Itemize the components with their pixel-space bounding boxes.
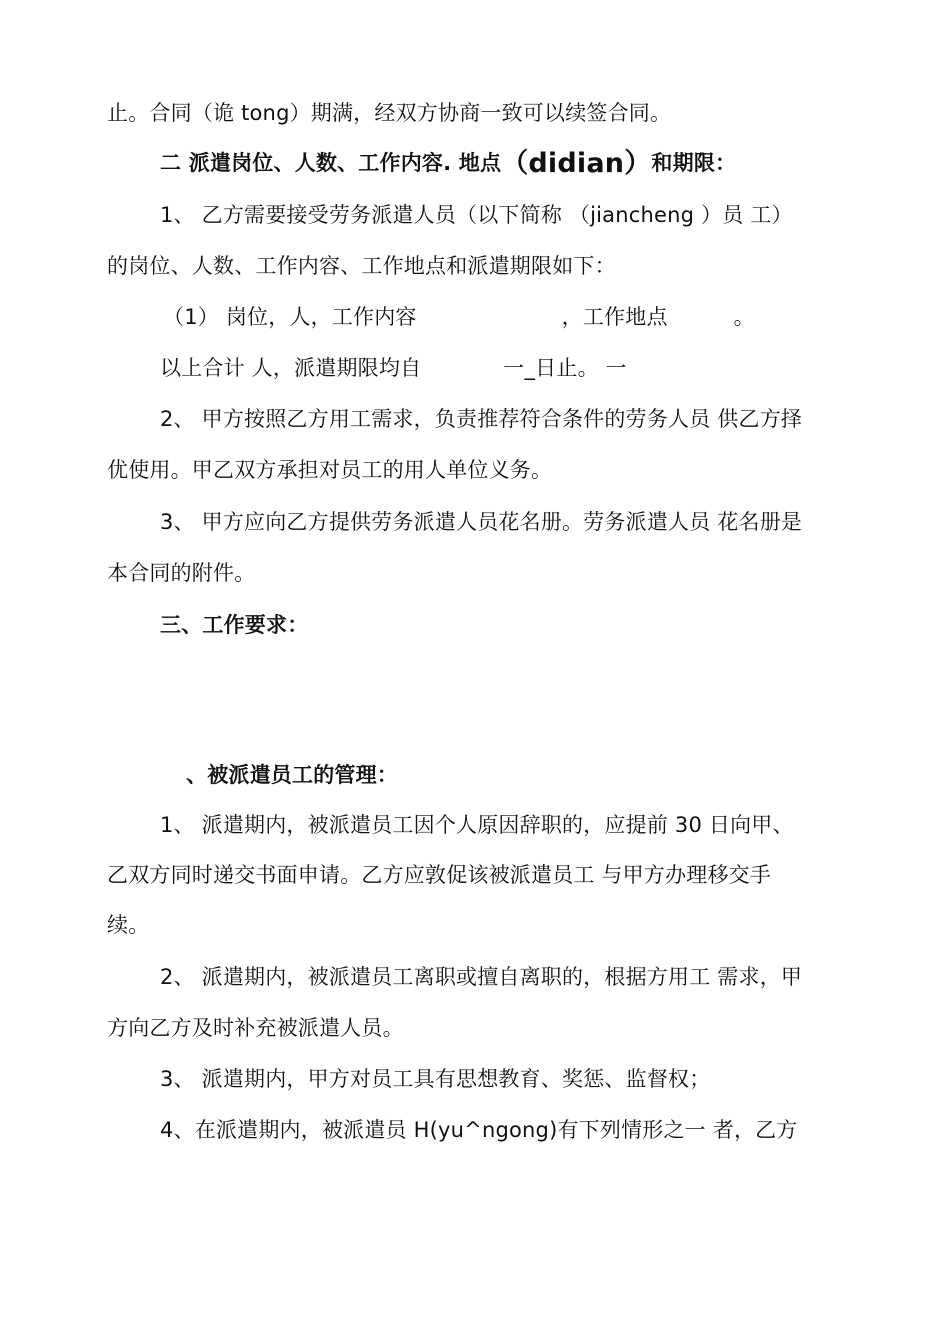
management-item-2: 2、 派遣期内，被派遣员工离职或擅自离职的，根据方用工 需求，甲 bbox=[160, 965, 803, 989]
sub-item-position: （1） 岗位，人，工作内容 bbox=[163, 305, 417, 329]
heading-text: 二 派遣岗位、人数、工作内容. 地点 bbox=[160, 151, 502, 175]
management-item-1: 乙双方同时递交书面申请。乙方应敦促该被派遣员工 与甲方办理移交手 bbox=[107, 863, 772, 887]
item-3-line: 本合同的附件。 bbox=[107, 561, 256, 585]
section-heading-3: 三、工作要求： bbox=[160, 613, 309, 637]
total-text: 以上合计 人，派遣期限均自 bbox=[160, 356, 422, 380]
management-item-4: 4、在派遣期内，被派遣员 H(yu^ngong)有下列情形之一 者，乙方 bbox=[160, 1118, 798, 1142]
management-item-1: 续。 bbox=[107, 913, 150, 937]
management-item-1: 1、 派遣期内，被派遣员工因个人原因辞职的，应提前 30 日向甲、 bbox=[160, 813, 794, 837]
sub-item-location: ，工作地点 bbox=[561, 305, 668, 329]
item-1-line: 1、 乙方需要接受劳务派遣人员（以下简称 （jiancheng ）员 工） bbox=[160, 203, 793, 227]
heading-pinyin: （didian） bbox=[501, 148, 652, 179]
management-item-2: 方向乙方及时补充被派遣人员。 bbox=[107, 1016, 404, 1040]
section-heading-4: 、被派遣员工的管理： bbox=[186, 763, 398, 787]
item-3-line: 3、 甲方应向乙方提供劳务派遣人员花名册。劳务派遣人员 花名册是 bbox=[160, 510, 803, 534]
section-heading-2 bbox=[160, 148, 736, 179]
item-2-line: 优使用。甲乙双方承担对员工的用人单位义务。 bbox=[107, 458, 553, 482]
heading-text-end: 和期限： bbox=[651, 151, 737, 175]
total-line bbox=[160, 353, 627, 383]
management-item-3: 3、 派遣期内，甲方对员工具有思想教育、奖惩、监督权； bbox=[160, 1067, 711, 1091]
item-1-line: 的岗位、人数、工作内容、工作地点和派遣期限如下： bbox=[107, 254, 616, 278]
paragraph-line: 止。合同（诡 tong）期满，经双方协商一致可以续签合同。 bbox=[107, 101, 672, 125]
total-period-end: 一_日止。 一 bbox=[503, 356, 627, 380]
item-2-line: 2、 甲方按照乙方用工需求，负责推荐符合条件的劳务人员 供乙方择 bbox=[160, 407, 803, 431]
sub-item-1 bbox=[163, 302, 755, 332]
sub-item-end: 。 bbox=[733, 305, 755, 329]
